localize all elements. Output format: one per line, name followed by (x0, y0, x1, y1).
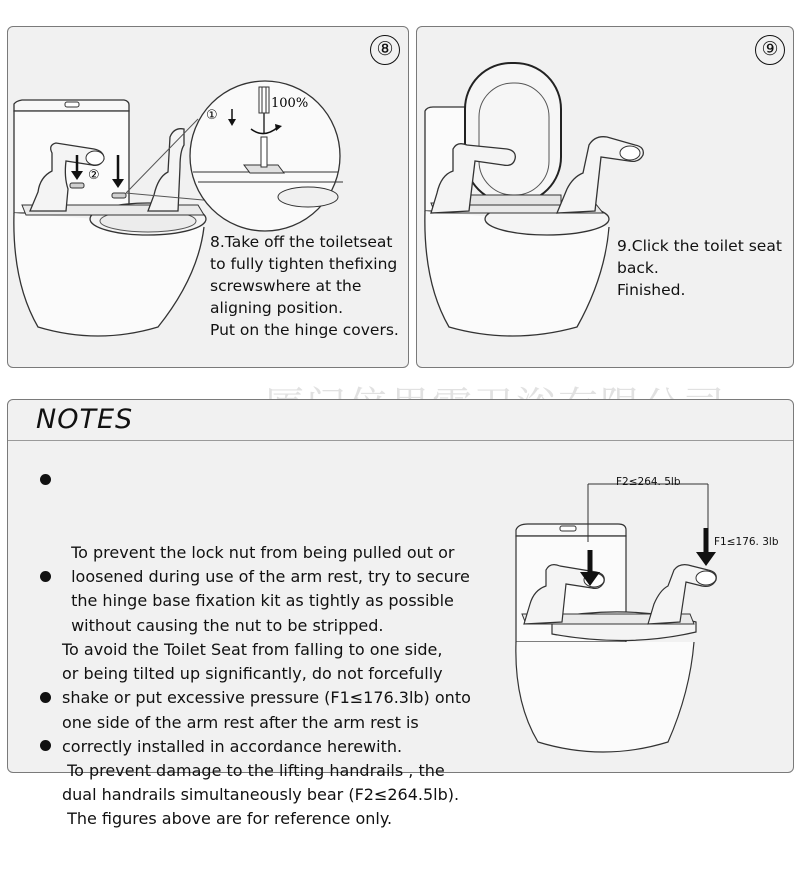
step-9-number: ⑨ (755, 35, 785, 65)
bullet-icon (40, 571, 51, 582)
step-8-panel (7, 26, 409, 368)
force-f2-label: F2≤264. 5lb (616, 476, 681, 488)
step-8-instruction: 8.Take off the toiletseat to fully tighten thefixing screwswhere at the aligning position. Put on the hinge covers. (210, 233, 399, 339)
note-text-4: The figures above are for reference only. (62, 808, 393, 828)
notes-title: NOTES (36, 404, 134, 435)
note-text-2: To avoid the Toilet Seat from falling to one side, or being tilted up significantly, do not forcefully shake or put excessive pressure (F1≤176.3lb) onto one side of the arm rest after the arm rest is correctly installed in accordance herewith. (62, 639, 471, 757)
force-f1-label: F1≤176. 3lb (714, 536, 779, 548)
step-label-1: ① (206, 108, 218, 123)
bullet-icon (40, 692, 51, 703)
force-diagram-illustration (508, 472, 718, 762)
bullet-icon (40, 740, 51, 751)
note-text-3: To prevent damage to the lifting handrails , the dual handrails simultaneously bear (F2≤264.5lb). (62, 760, 460, 805)
step-label-2: ② (88, 168, 100, 183)
notes-section (7, 399, 794, 828)
step-9-panel (416, 26, 794, 368)
step-9-toilet-illustration (417, 27, 793, 367)
step-9-instruction: 9.Click the toilet seat back. Finished. (617, 237, 782, 299)
note-item-4 (38, 734, 392, 880)
bullet-icon (40, 474, 51, 485)
step-8-number: ⑧ (370, 35, 400, 65)
notes-header (8, 400, 793, 441)
note-text-1: To prevent the lock nut from being pulled out or loosened during use of the arm rest, try to secure the hinge base fixation kit as tightly as possible without causing the nut to be stripped. (71, 542, 470, 635)
torque-percent: 100% (271, 96, 309, 111)
